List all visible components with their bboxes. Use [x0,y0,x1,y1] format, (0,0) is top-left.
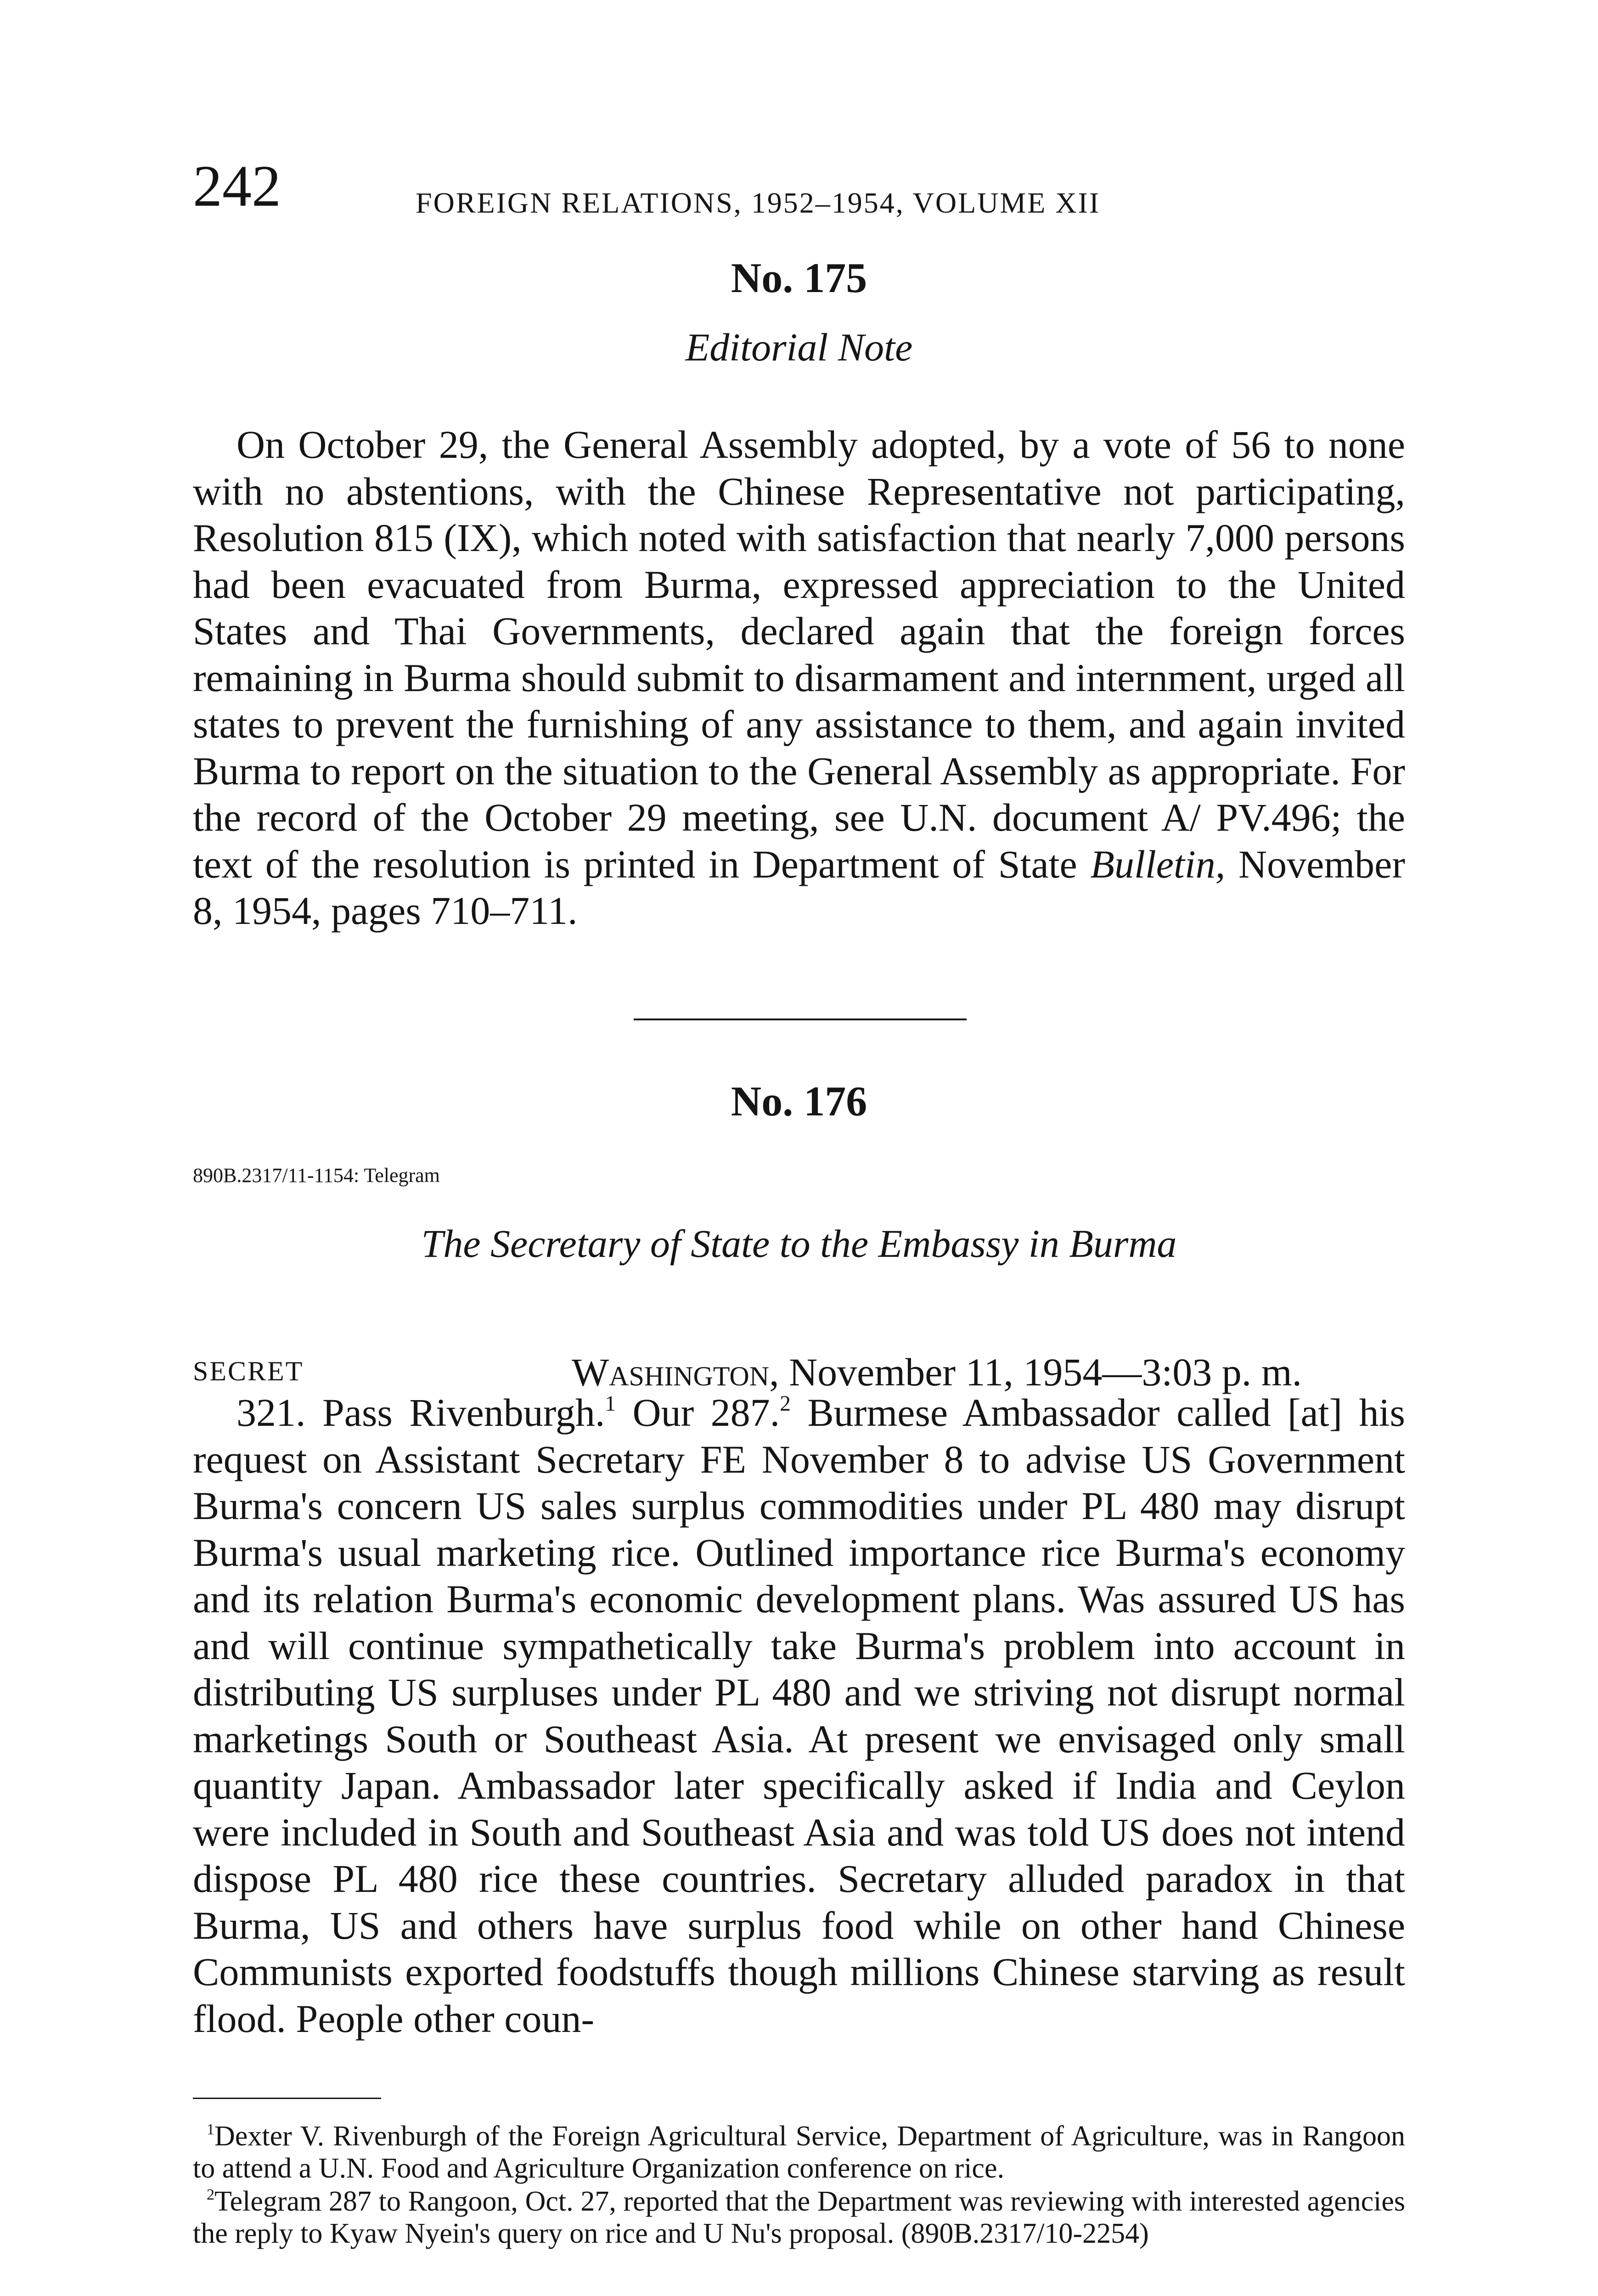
running-title: FOREIGN RELATIONS, 1952–1954, VOLUME XII [416,186,1101,219]
footnote-mark: 2 [207,2186,215,2204]
dateline-date: November 11, 1954—3:03 p. m. [789,1350,1302,1394]
source-reference: 890B.2317/11-1154: Telegram [193,1164,440,1187]
footnote-1 [193,2120,1405,2184]
footnotes [193,2120,1405,2251]
telegram-reference: Our 287. [632,1390,780,1435]
telegram-opening: 321. Pass Rivenburgh. [236,1390,605,1435]
page-number: 242 [193,153,281,219]
editorial-note-text: On October 29, the General Assembly adopted, by a vote of 56 to none with no abstentions, with the Chinese Representative not participating, Resolution 815 (IX), which noted with satisfaction that nearly 7,000 persons had been evacuated from Burma, expressed appreciation to the United States and Thai Governments, declared again that the foreign forces remaining in Burma should submit to disarmament and internment, urged all states to prevent the furnishing of any assistance to them, and again invited Burma to report on the situation to the General Assembly as appropriate. For the record of the October 29 meeting, see U.N. document A/ PV.496; the text of the resolution is printed in Department of State [193,422,1405,886]
footnote-divider [193,2098,381,2099]
footnote-text: Telegram 287 to Rangoon, Oct. 27, reported that the Department was reviewing with interested agencies the reply to Kyaw Nyein's query on rice and U Nu's proposal. (890B.2317/10-2254) [193,2186,1405,2249]
dateline-city: Washington, [572,1350,779,1394]
document-number-175: No. 175 [731,254,867,301]
telegram-body [193,1390,1405,2042]
bulletin-title: Bulletin, [1090,842,1226,886]
document-number-176: No. 176 [731,1078,867,1125]
editorial-note-heading: Editorial Note [685,325,913,369]
dateline [572,1349,1302,1395]
footnote-mark: 1 [207,2121,215,2138]
telegram-text: Burmese Ambassador called [at] his request on Assistant Secretary FE November 8 to advise US Government Burma's concern US sales surplus commodities under PL 480 may disrupt Burma's usual marketing rice. Outlined importance rice Burma's economy and its relation Burma's economic development plans. Was assured US has and will continue sympathetically take Burma's problem into account in distributing US surpluses under PL 480 and we striving not disrupt normal marketings South or Southeast Asia. At present we envisaged only small quantity Japan. Ambassador later specifically asked if India and Ceylon were included in South and Southeast Asia and was told US does not intend dispose PL 480 rice these countries. Secretary alluded paradox in that Burma, US and others have surplus food while on other hand Chinese Communists exported foodstuffs though millions Chinese starving as result flood. People other coun- [193,1390,1406,2041]
classification-label: SECRET [193,1356,304,1386]
document-title: The Secretary of State to the Embassy in Burma [421,1221,1177,1266]
editorial-note-citation: November 8, 1954, pages 710–711. [193,842,1405,933]
footnote-2 [193,2185,1405,2250]
section-divider [634,1019,967,1020]
editorial-note-body [193,422,1405,934]
footnote-ref-1: 1 [605,1391,616,1416]
footnote-ref-2: 2 [780,1391,791,1416]
footnote-text: Dexter V. Rivenburgh of the Foreign Agricultural Service, Department of Agriculture, was in Rangoon to attend a U.N. Food and Agriculture Organization conference on rice. [193,2121,1405,2184]
